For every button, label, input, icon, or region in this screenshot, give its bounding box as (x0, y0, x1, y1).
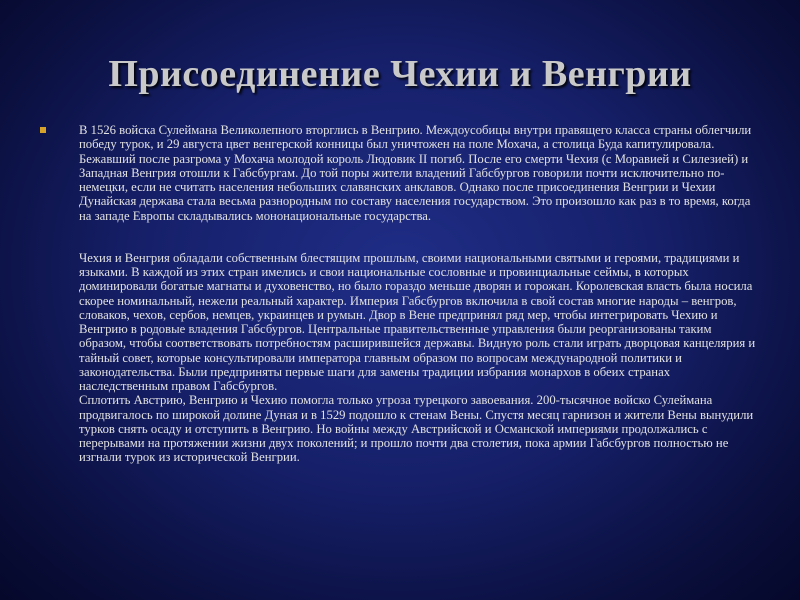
body-text (79, 123, 759, 465)
bullet-marker (40, 127, 46, 133)
paragraph-gap (79, 223, 759, 251)
paragraph-1: В 1526 войска Сулеймана Великолепного вторглись в Венгрию. Междоусобицы внутри правящего класса страны облегчили победу турок, и 29 августа цвет венгерской конницы был уничтожен на поле Мохача, а столица Буда капитулировала. Бежавший после разгрома у Мохача молодой король Людовик II погиб. После его смерти Чехия (с Моравией и Силезией) и Западная Венгрия отошли к Габсбургам. До той поры жители владений Габсбургов говорили почти исключительно по-немецки, если не считать населения небольших славянских анклавов. Однако после присоединения Венгрии и Чехии Дунайская держава стала весьма разнородным по составу населения государством. Это произошло как раз в то время, когда на западе Европы складывались мононациональные государства. (79, 123, 752, 223)
paragraph-2: Чехия и Венгрия обладали собственным блестящим прошлым, своими национальными святыми и героями, традициями и языками. В каждой из этих стран имелись и свои национальные сословные и провинциальные сеймы, в которых доминировали богатые магнаты и духовенство, но было гораздо меньше дворян и горожан. Королевская власть была носила скорее номинальный, нежели реальный характер. Империя Габсбургов включила в свой состав многие народы – венгров, словаков, чехов, сербов, немцев, украинцев и румын. Двор в Вене предпринял ряд мер, чтобы интегрировать Чехию и Венгрию в родовые владения Габсбургов. Центральные правительственные управления были реорганизованы таким образом, чтобы соответствовать потребностям расширившейся державы. Видную роль стали играть дворцовая канцелярия и тайный совет, которые консультировали императора главным образом по вопросам международной политики и законодательства. Были предприняты первые шаги для замены традиции избрания монархов в обеих странах наследственным правом Габсбургов. (79, 250, 756, 393)
paragraph-3: Сплотить Австрию, Венгрию и Чехию помогла только угроза турецкого завоевания. 200-тысячное войско Сулеймана продвигалось по широкой долине Дуная и в 1529 подошло к стенам Вены. Спустя месяц гарнизон и жители Вены вынудили турков снять осаду и отступить в Венгрию. Но войны между Австрийской и Османской империями продолжались с перерывами на протяжении жизни двух поколений; и прошло почти два столетия, пока армии Габсбургов полностью не изгнали турок из исторической Венгрии. (79, 393, 754, 465)
slide-title: Присоединение Чехии и Венгрии (108, 53, 692, 95)
